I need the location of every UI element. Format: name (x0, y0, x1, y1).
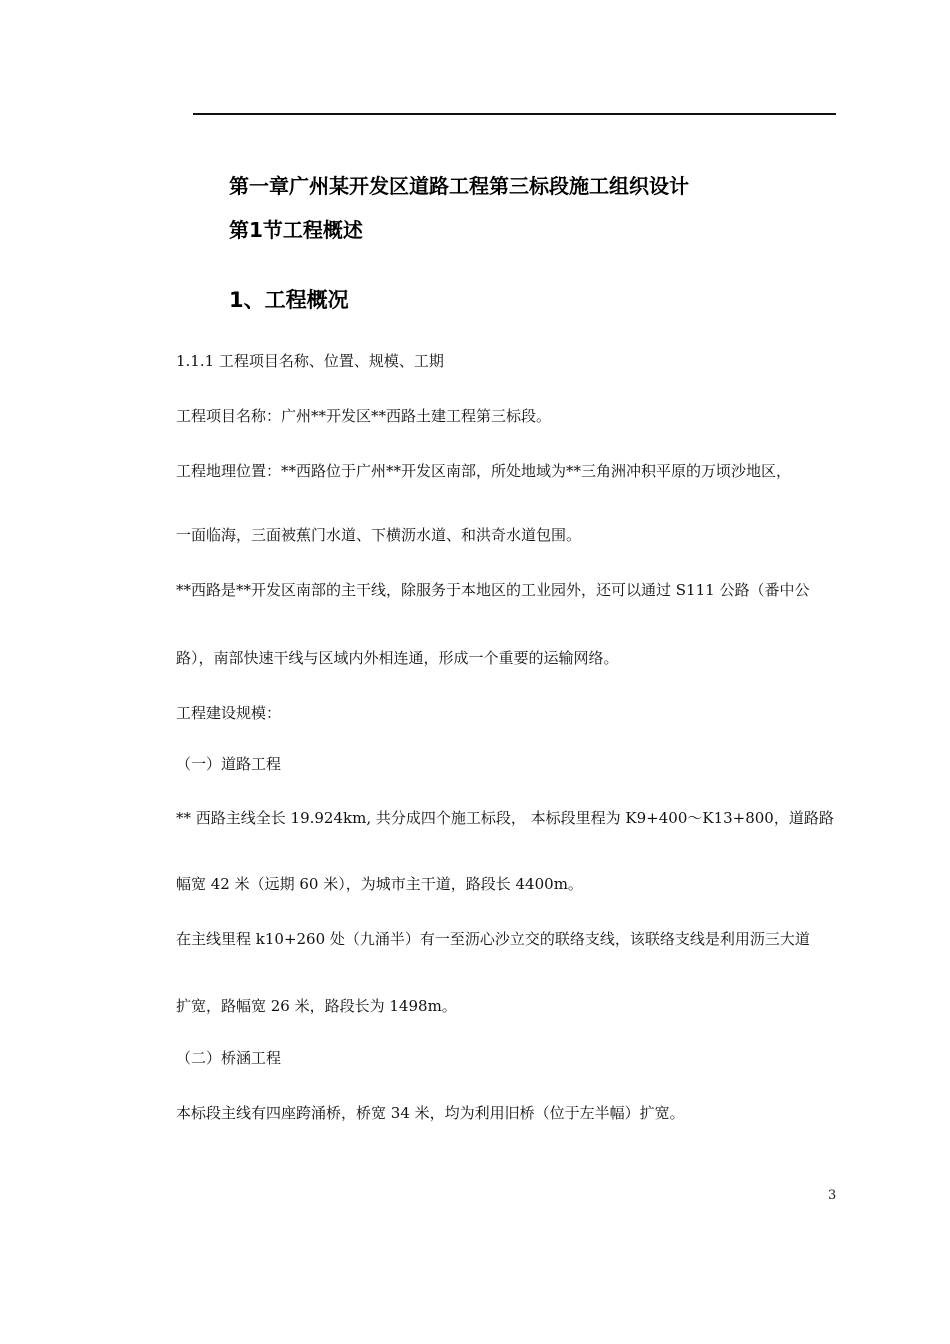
project-name: 工程项目名称：广州**开发区**西路土建工程第三标段。 (176, 407, 552, 425)
page-number: 3 (828, 1188, 837, 1203)
branch-line-1: 在主线里程 k10+260 处（九涌半）有一至沥心沙立交的联络支线，该联络支线是利用沥三大道 (176, 930, 810, 948)
mainline-line-2: 幅宽 42 米（远期 60 米），为城市主干道，路段长 4400m。 (176, 875, 583, 893)
bridge-works-heading: （二）桥涵工程 (176, 1049, 282, 1067)
header-rule (193, 113, 836, 115)
subsection-title: 1、工程概况 (229, 288, 349, 312)
clause-heading: 1.1.1 工程项目名称、位置、规模、工期 (176, 352, 444, 370)
bridge-desc: 本标段主线有四座跨涌桥，桥宽 34 米，均为利用旧桥（位于左半幅）扩宽。 (176, 1104, 685, 1122)
mainline-line-1: ** 西路主线全长 19.924km, 共分成四个施工标段， 本标段里程为 K9+400～K13+800，道路路 (176, 809, 834, 827)
location-line-2: 一面临海，三面被蕉门水道、下横沥水道、和洪奇水道包围。 (176, 526, 582, 544)
section-title: 第1节工程概述 (229, 218, 363, 242)
location-line-1: 工程地理位置：**西路位于广州**开发区南部，所处地域为**三角洲冲积平原的万顷沙地区， (176, 462, 792, 480)
scale-label: 工程建设规模： (176, 704, 282, 722)
road-works-heading: （一）道路工程 (176, 755, 282, 773)
chapter-title: 第一章广州某开发区道路工程第三标段施工组织设计 (229, 174, 689, 198)
road-desc-line-1: **西路是**开发区南部的主干线，除服务于本地区的工业园外，还可以通过 S111 公路（番中公 (176, 581, 810, 599)
road-desc-line-2: 路），南部快速干线与区域内外相连通，形成一个重要的运输网络。 (176, 649, 619, 667)
branch-line-2: 扩宽，路幅宽 26 米，路段长为 1498m。 (176, 997, 457, 1015)
